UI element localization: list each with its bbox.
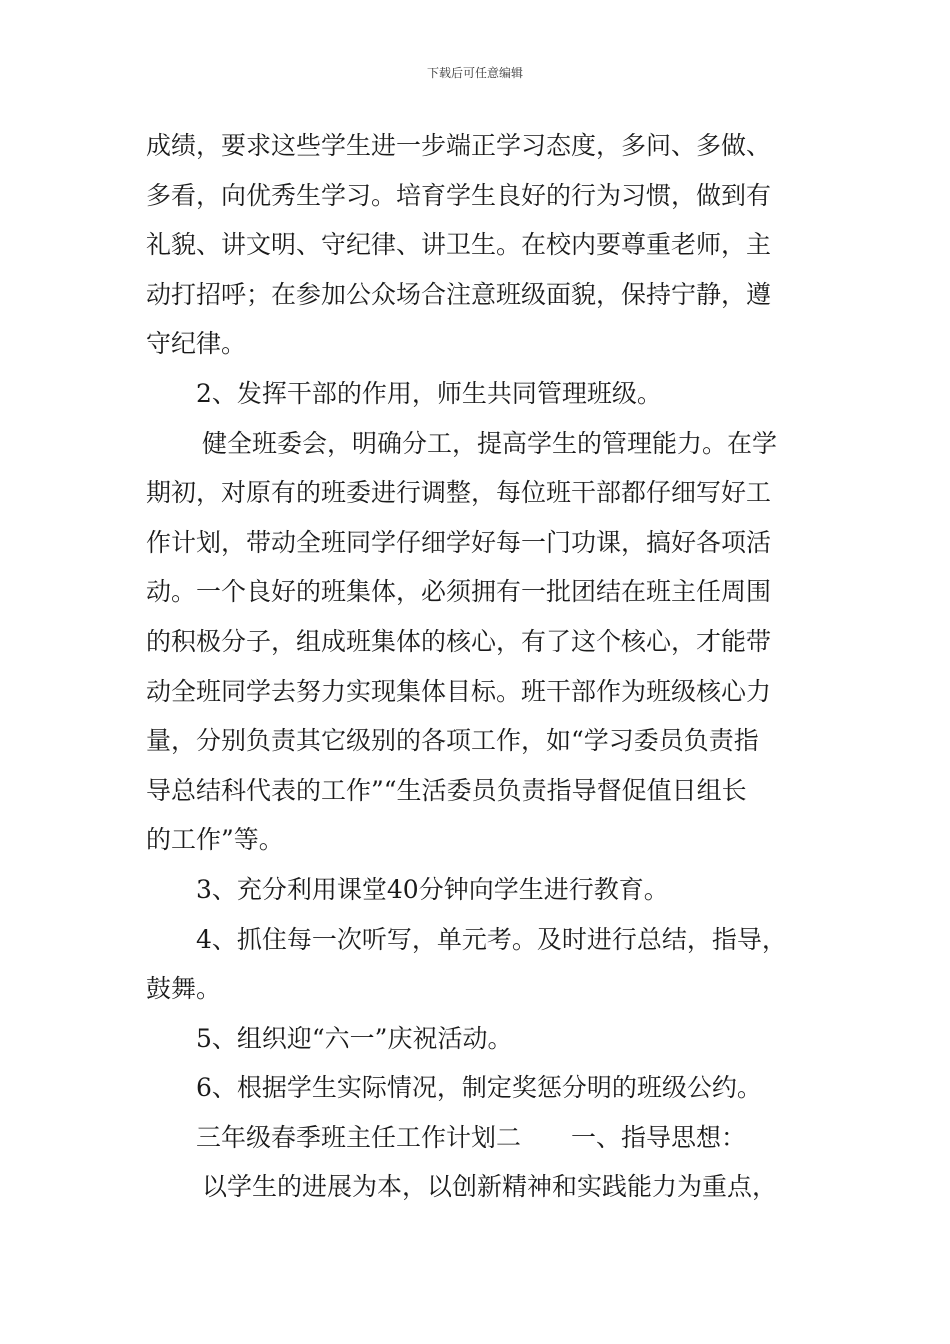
text-line: 健全班委会，明确分工，提高学生的管理能力。在学 — [202, 428, 778, 458]
text-line: 礼貌、讲文明、守纪律、讲卫生。在校内要尊重老师，主 — [146, 230, 772, 260]
section-heading: 2、发挥干部的作用，师生共同管理班级。 — [196, 378, 662, 408]
text-line: 多看，向优秀生学习。培育学生良好的行为习惯，做到有 — [146, 180, 772, 210]
text-line: 动全班同学去努力实现集体目标。班干部作为班级核心力 — [146, 676, 772, 706]
section-heading: 4、抓住每一次听写，单元考。及时进行总结，指导， — [196, 924, 787, 954]
text-line: 期初，对原有的班委进行调整，每位班干部都仔细写好工 — [146, 478, 772, 508]
section-heading: 5、组织迎“六一”庆祝活动。 — [196, 1023, 513, 1053]
text-line: 导总结科代表的工作”“生活委员负责指导督促值日组长 — [146, 775, 747, 805]
document-title-line: 三年级春季班主任工作计划二 一、指导思想： — [196, 1122, 747, 1152]
text-line: 以学生的进展为本，以创新精神和实践能力为重点， — [202, 1172, 778, 1202]
text-line: 鼓舞。 — [146, 974, 222, 1004]
text-line: 成绩，要求这些学生进一步端正学习态度，多问、多做、 — [146, 131, 772, 160]
text-line: 作计划，带动全班同学仔细学好每一门功课，搞好各项活 — [146, 527, 772, 557]
text-line: 动。一个良好的班集体，必须拥有一批团结在班主任周围 — [146, 577, 772, 607]
text-line: 守纪律。 — [146, 329, 247, 359]
text-line: 量，分别负责其它级别的各项工作，如“学习委员负责指 — [146, 726, 759, 756]
text-line: 动打招呼；在参加公众场合注意班级面貌，保持宁静，遵 — [146, 279, 772, 309]
page-header-note: 下载后可任意编辑 — [426, 66, 523, 80]
text-line: 的工作”等。 — [146, 825, 284, 855]
document-body — [146, 128, 810, 1219]
section-heading: 3、充分利用课堂40分钟向学生进行教育。 — [196, 874, 669, 904]
text-line: 的积极分子，组成班集体的核心，有了这个核心，才能带 — [146, 626, 772, 656]
section-heading: 6、根据学生实际情况，制定奖惩分明的班级公约。 — [196, 1073, 762, 1103]
